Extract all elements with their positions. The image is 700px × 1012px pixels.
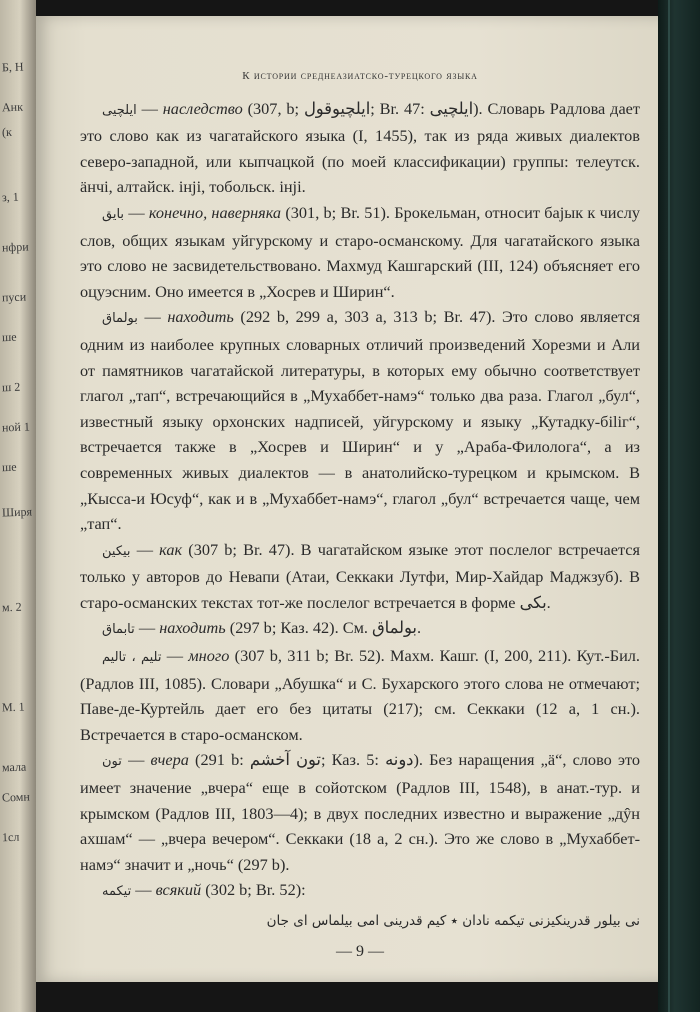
entry-body: (292 b, 299 a, 303 a, 313 b; Br. 47). Это слово является одним из наиболее крупных словарных отличий произведений Хорезми и Али от памятников чагатайской литературы, в которых ему обычно соответствует глагол „тап“, встречающийся в „Мухаббет-намэ“ только два раза. Глагол „бул“, известный языку орхонских надписей, уйгурскому и языку „Кутадку-біlіг“, встречается также в „Хосрев и Ширин“ и у „Араба-Филолога“, а из современных живых диалектов — в анатолийско-турецком и крымском. В „Кысса-и Юсуф“, как и в „Мухаббет-намэ“, глагол „бул“ встречается чаще, чем „тап“. bbox=[80, 307, 641, 534]
entry-headword: تون bbox=[102, 754, 122, 770]
book-page bbox=[36, 16, 664, 982]
entry-body: (307 b, 311 b; Br. 52). Махм. Кашг. (I, 200, 211). Кут.-Бил. (Радлов III, 1085). Словари „Абушка“ и С. Бухарского этого слова не отмечают; Паве-де-Куртейль дает его без цитаты (217); см. Секкаки (12 a, 1 сн.). Встречается в старо-османском. bbox=[80, 646, 640, 744]
entry-gloss: много bbox=[188, 646, 230, 666]
entry-headword: تليم ، تاليم bbox=[102, 650, 162, 666]
facing-page-fragment: ше bbox=[1, 459, 17, 475]
facing-page-fragment: ше bbox=[1, 329, 17, 345]
facing-page-fragment: Сомн bbox=[1, 789, 31, 805]
entry-gloss: вчера bbox=[150, 750, 189, 770]
entry-headword: ايلچيى bbox=[102, 102, 137, 118]
page-number: — 9 — bbox=[336, 942, 384, 960]
verse-quotation: نى بيلور قدرينكيزنى تيكمه نادان ٭ كيم قدرينى امى بيلماس اى جان bbox=[266, 913, 640, 929]
entry-gloss: наследство bbox=[162, 98, 243, 118]
dictionary-entry: تيكمه — всякий (302 b; Br. 52): bbox=[102, 880, 306, 900]
facing-page-fragment: ной 1 bbox=[1, 419, 31, 435]
entry-gloss: как bbox=[159, 539, 183, 559]
entry-gloss: конечно, наверняка bbox=[148, 202, 282, 222]
facing-page-fragment: нфри bbox=[1, 239, 29, 255]
dictionary-entry: تابماق — находить (297 b; Каз. 42). См. بولماق. bbox=[102, 618, 422, 638]
entry-body: (291 b: تون آخشم; Каз. 5: دونه). Без наращения „ä“, слово это имеет значение „вчера“ еще в сойотском (Радлов III, 1548), в анат.-тур. и крымском (Радлов III, 1803—4); в двух последних известно и выражение „дŷн ахшам“ — „вчера вечером“. Секкаки (18 a, 2 сн.). Это же слово в „Мухаббет-намэ“ значит и „ночь“ (297 b). bbox=[80, 750, 640, 874]
facing-page-edge bbox=[0, 0, 36, 1012]
dictionary-entry: بولماق — находить (292 b, 299 a, 303 a, 313 b; Br. 47). Это слово является одним из наиболее крупных словарных отличий произведений Хорезми и Али от памятников чагатайской литературы, в которых ему обычно соответствует глагол „тап“, встречающийся в „Мухаббет-намэ“ только два раза. Глагол „бул“, известный языку орхонских надписей, уйгурскому и языку „Кутадку-біlіг“, встречается также в „Хосрев и Ширин“ и у „Араба-Филолога“, а из современных живых диалектов — в анатолийско-турецком и крымском. В „Кысса-и Юсуф“, как и в „Мухаббет-намэ“, глагол „бул“ встречается чаще, чем „тап“. bbox=[80, 307, 641, 534]
entry-headword: بولماق bbox=[102, 311, 138, 327]
facing-page-fragment: М. 1 bbox=[1, 699, 25, 715]
facing-page-fragment: пуси bbox=[1, 289, 27, 305]
entry-gloss: находить bbox=[159, 618, 226, 638]
entry-body: (302 b; Br. 52): bbox=[201, 880, 306, 900]
facing-page-fragment: ш 2 bbox=[1, 379, 21, 395]
entry-body: (307, b; ايلچيوقول; Br. 47: ايلچيى). Словарь Радлова дает это слово как из чагатайского языка (I, 1455), так из ряда живых диалектов северо-западной, или кыпчацкой (по моей классификации) группы: телеутск. äнчі, алтайск. інjі, тобольск. інjі. bbox=[80, 98, 641, 197]
facing-page-fragment: Ширя bbox=[1, 504, 33, 520]
facing-page-fragment: з, 1 bbox=[1, 189, 19, 205]
dictionary-entry: تليم ، تاليم — много (307 b, 311 b; Br. 52). Махм. Кашг. (I, 200, 211). Кут.-Бил. (Радлов III, 1085). Словари „Абушка“ и С. Бухарского этого слова не отмечают; Паве-де-Куртейль дает его без цитаты (217); см. Секкаки (12 a, 1 сн.). Встречается в старо-османском. bbox=[80, 646, 640, 744]
entry-headword: تيكمه bbox=[102, 884, 132, 900]
facing-page-fragment: мала bbox=[1, 759, 27, 775]
entry-headword: بايق bbox=[102, 206, 125, 222]
book-cover-edge bbox=[658, 0, 700, 1012]
entry-gloss: всякий bbox=[155, 880, 202, 900]
dictionary-entry: بايق — конечно, наверняка (301, b; Br. 51). Брокельман, относит бајык к числу слов, общих языкам уйгурскому и старо-османскому. Для чагатайского языка это слово не засвидетельствовано. Махмуд Кашгарский (III, 124) объясняет его оцуэсним. Оно имеется в „Хосрев и Ширин“. bbox=[80, 202, 640, 301]
entry-body: (307 b; Br. 47). В чагатайском языке этот послелог встречается только у авторов до Невапи (Атаи, Секкаки Лутфи, Мир-Хайдар Маджзуб). В старо-османских текстах тот-же послелог встречается в форме بكى. bbox=[80, 539, 641, 612]
dictionary-entry: ايلچيى — наследство (307, b; ايلچيوقول; Br. 47: ايلچيى). Словарь Радлова дает это слово как из чагатайского языка (I, 1455), так из ряда живых диалектов северо-западной, или кыпчацкой (по моей классификации) группы: телеутск. äнчі, алтайск. інjі, тобольск. інjі. bbox=[80, 98, 641, 197]
entry-body: (301, b; Br. 51). Брокельман, относит бајык к числу слов, общих языкам уйгурскому и старо-османскому. Для чагатайского языка это слово не засвидетельствовано. Махмуд Кашгарский (III, 124) объясняет его оцуэсним. Оно имеется в „Хосрев и Ширин“. bbox=[80, 202, 640, 301]
facing-page-fragment: Б, Н bbox=[1, 59, 24, 75]
entry-headword: بيكين bbox=[102, 543, 131, 559]
facing-page-fragment: м. 2 bbox=[1, 599, 22, 615]
facing-page-fragment: 1сл bbox=[1, 829, 20, 845]
dictionary-entry: تون — вчера (291 b: تون آخشم; Каз. 5: دونه). Без наращения „ä“, слово это имеет значение „вчера“ еще в сойотском (Радлов III, 1548), в анат.-тур. и крымском (Радлов III, 1803—4); в двух последних известно и выражение „дŷн ахшам“ — „вчера вечером“. Секкаки (18 a, 2 сн.). Это же слово в „Мухаббет-намэ“ значит и „ночь“ (297 b). bbox=[80, 750, 640, 874]
facing-page-fragment: (к bbox=[1, 124, 13, 140]
running-head: К истории среднеазиатско-турецкого языка bbox=[242, 70, 478, 82]
page-content bbox=[80, 64, 640, 964]
facing-page-fragment: Анк bbox=[1, 99, 24, 115]
entry-gloss: находить bbox=[167, 307, 234, 327]
entry-headword: تابماق bbox=[102, 622, 135, 638]
dictionary-entry: بيكين — как (307 b; Br. 47). В чагатайском языке этот послелог встречается только у авторов до Невапи (Атаи, Секкаки Лутфи, Мир-Хайдар Маджзуб). В старо-османских текстах тот-же послелог встречается в форме بكى. bbox=[80, 539, 641, 612]
entry-body: (297 b; Каз. 42). См. بولماق. bbox=[225, 618, 422, 638]
